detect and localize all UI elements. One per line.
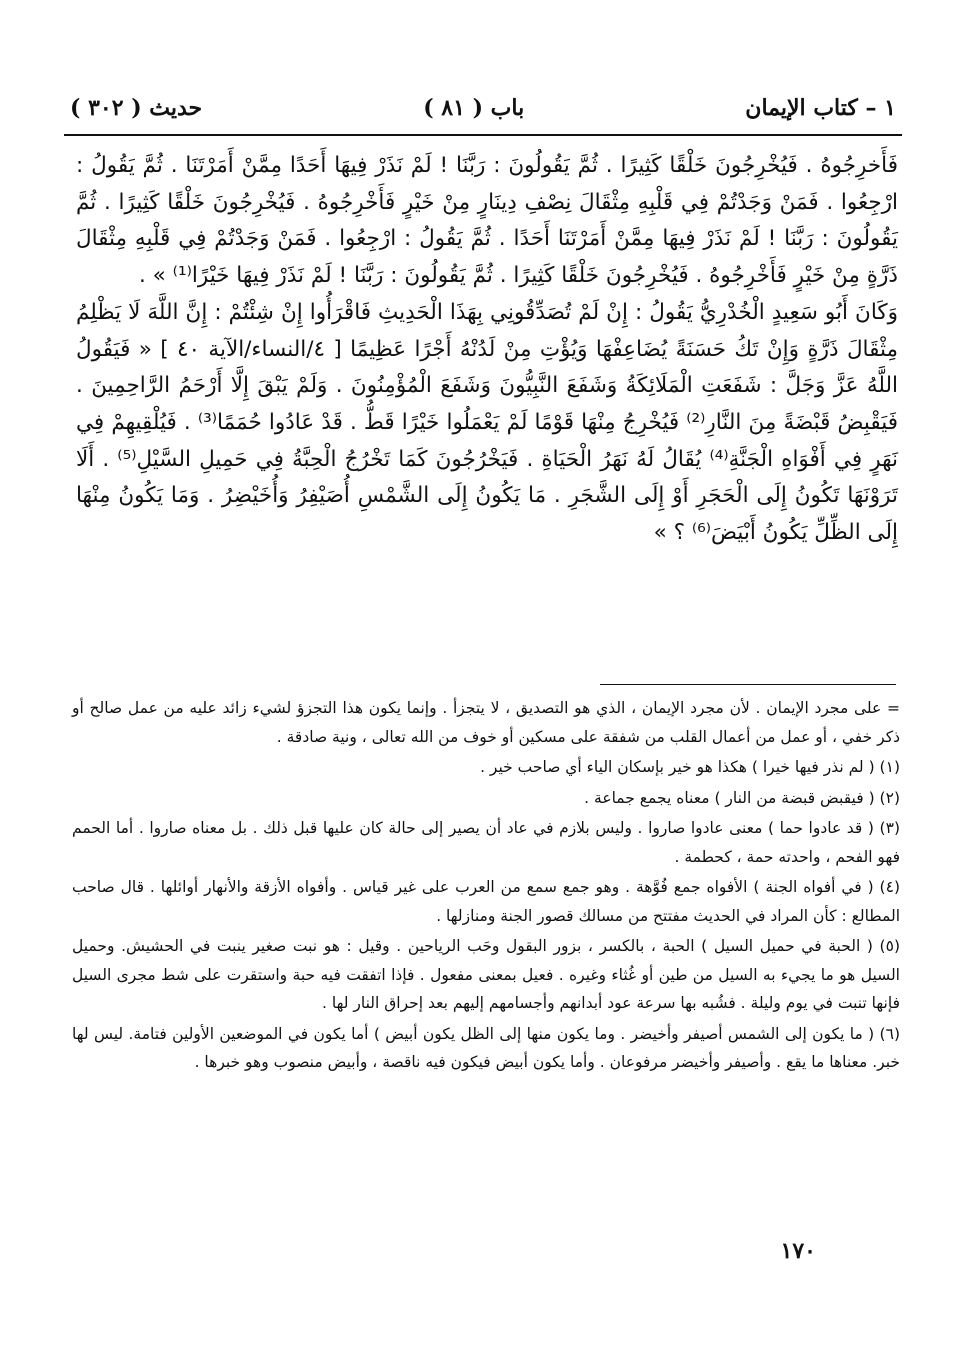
footnote-1: (١) ( لم نذر فيها خيرا ) هكذا هو خير بإسكان الياء أي صاحب خير .: [480, 758, 900, 776]
footnote-continuation: = على مجرد الإيمان . لأن مجرد الإيمان ، الذي هو التصديق ، لا يتجزأ . وإنما يكون هذا التجزؤ لشيء زائد عليه من عمل صالح أو ذكر خفي ، أو عمل من أعمال القلب من شفقة على مسكين أو خوف من الله تعالى ، ونية صادقة .: [72, 699, 900, 746]
footnote-5: (٥) ( الحبة في حميل السيل ) الحبة ، بالكسر ، بزور البقول وحَب الرياحين . وقيل : هو نبت صغير ينبت في الحشيش. وحميل السيل هو ما يجيء به السيل من طين أو غُثاء وغيره . فعيل بمعنى مفعول . فإذا اتفقت فيه حبة واستقرت على شط مجرى السيل فإنها تنبت في يوم وليلة . فشُبه بها سرعة عود أبدانهم وأجسامهم إليهم بعد إحراق النار لها .: [72, 937, 900, 1012]
hadith-paragraph-2: وَكَانَ أَبُو سَعِيدٍ الْخُدْرِيُّ يَقُولُ : إِنْ لَمْ تُصَدِّقُونِي بِهَذَا الْحَدِيثِ فَاقْرَأُوا إِنْ شِئْتُمْ : إِنَّ اللَّهَ لَا يَظْلِمُ مِثْقَالَ ذَرَّةٍ وَإِنْ تَكُ حَسَنَةً يُضَاعِفْهَا وَيُؤْتِ مِنْ لَدُنْهُ أَجْرًا عَظِيمًا [ ٤/النساء/الآية ٤٠ ] « فَيَقُولُ اللَّهُ عَزَّ وَجَلَّ : شَفَعَتِ الْمَلَائِكَةُ وَشَفَعَ النَّبِيُّونَ وَشَفَعَ الْمُؤْمِنُونَ . وَلَمْ يَبْقَ إِلَّا أَرْحَمُ الرَّاحِمِينَ . فَيَقْبِضُ قَبْضَةً مِنَ النَّارِ⁽²⁾ فَيُخْرِجُ مِنْهَا قَوْمًا لَمْ يَعْمَلُوا خَيْرًا قَطُّ . قَدْ عَادُوا حُمَمًا⁽³⁾ . فَيُلْقِيهِمْ فِي نَهَرٍ فِي أَفْوَاهِ الْجَنَّةِ⁽⁴⁾ يُقَالُ لَهُ نَهَرُ الْحَيَاةِ . فَيَخْرُجُونَ كَمَا تَخْرُجُ الْحِبَّةُ فِي حَمِيلِ السَّيْلِ⁽⁵⁾ . أَلَا تَرَوْنَهَا تَكُونُ إِلَى الْحَجَرِ أَوْ إِلَى الشَّجَرِ . مَا يَكُونُ إِلَى الشَّمْسِ أُصَيْفِرُ وَأُخَيْضِرُ . وَمَا يَكُونُ مِنْهَا إِلَى الظِّلِّ يَكُونُ أَبْيَضَ⁽⁶⁾ ؟ »: [76, 299, 898, 546]
footnote-6: (٦) ( ما يكون إلى الشمس أصيفر وأخيضر . وما يكون منها إلى الظل يكون أبيض ) أما يكون في الموضعين الأولين فتامة. ليس لها خبر. معناها ما يقع . وأصيفر وأخيضر مرفوعان . وأما يكون أبيض فيكون فيه ناقصة ، وأبيض منصوب وهو خبرها .: [72, 1024, 900, 1071]
footnote-2: (٢) ( فيقبض قبضة من النار ) معناه يجمع جماعة .: [584, 788, 900, 807]
running-header: [70, 88, 896, 128]
footnote-3: (٣) ( قد عادوا حما ) معنى عادوا صاروا . وليس بلازم في عاد أن يصير إلى حالة كان عليها قبل ذلك . بل معناه صاروا . أما الحمم فهو الفحم ، واحدته حمة ، كحطمة .: [72, 819, 900, 866]
page-number: ١٧٠: [780, 1238, 816, 1264]
hadith-number: ( ٣٠٢ ) حديث: [70, 95, 203, 121]
footnote-4: (٤) ( في أفواه الجنة ) الأفواه جمع فُوَّهة . وهو جمع سمع من العرب على غير قياس . وأفواه الأزقة والأنهار أوائلها . قال صاحب المطالع : كأن المراد في الحديث مفتتح من مسالك قصور الجنة ومنازلها .: [72, 878, 900, 925]
hadith-paragraph-1: فَأَخرِجُوهُ . فَيُخْرِجُونَ خَلْقًا كَثِيرًا . ثُمَّ يَقُولُونَ : رَبَّنَا ! لَمْ نَذَرْ فِيهَا أَحَدًا مِمَّنْ أَمَرْتَنَا . ثُمَّ يَقُولُ : ارْجِعُوا . فَمَنْ وَجَدْتُمْ فِي قَلْبِهِ مِثْقَالَ نِصْفِ دِينَارٍ مِنْ خَيْرٍ فَأَخْرِجُوهُ . فَيُخْرِجُونَ خَلْقًا كَثِيرًا . ثُمَّ يَقُولُونَ : رَبَّنَا ! لَمْ نَذَرْ فِيهَا مِمَّنْ أَمَرْتَنَا أَحَدًا . ثُمَّ يَقُولُ : ارْجِعُوا . فَمَنْ وَجَدْتُمْ فِي قَلْبِهِ مِثْقَالَ ذَرَّةٍ مِنْ خَيْرٍ فَأَخْرِجُوهُ . فَيُخْرِجُونَ خَلْقًا كَثِيرًا . ثُمَّ يَقُولُونَ : رَبَّنَا ! لَمْ نَذَرْ فِيهَا خَيْرًا⁽¹⁾ » .: [76, 153, 898, 289]
chapter-number: ( ٨١ ) باب: [423, 95, 525, 121]
book-title: ١ – كتاب الإيمان: [745, 95, 896, 121]
hadith-text: [76, 148, 898, 552]
header-divider: [64, 134, 902, 136]
footnotes: [72, 694, 900, 1079]
footnote-divider: [600, 684, 896, 685]
